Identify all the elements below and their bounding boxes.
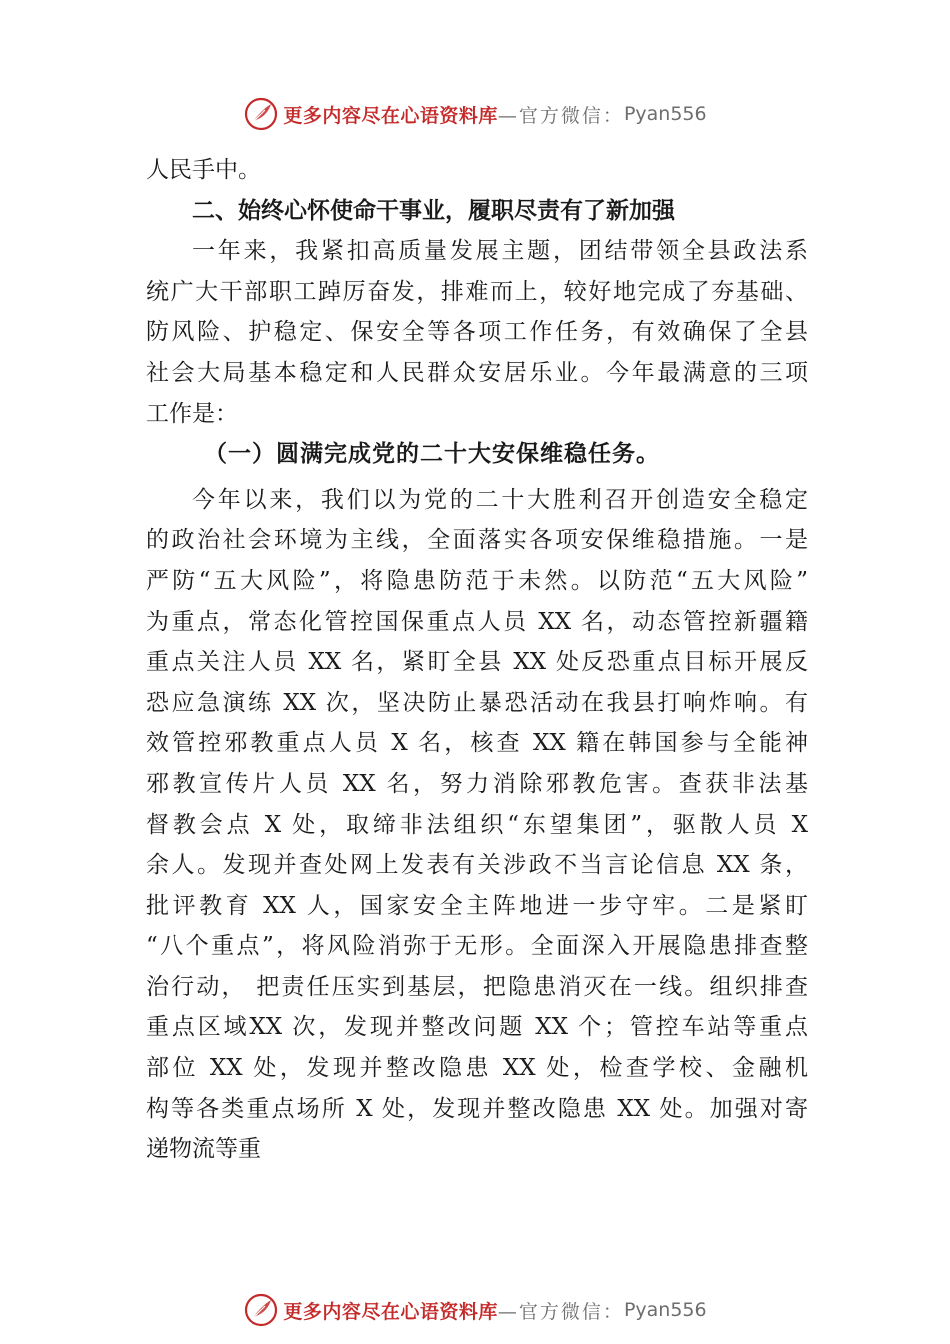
header-watermark xyxy=(0,94,950,134)
watermark-site-text: 更多内容尽在心语资料库 xyxy=(283,104,498,127)
paragraph-line: 为重点，常态化管控国保重点人员 XX 名，动态管控新疆籍 xyxy=(146,608,808,635)
subsection-heading: （一）圆满完成党的二十大安保维稳任务。 xyxy=(204,440,660,468)
paragraph-line: 邪教宣传片人员 XX 名，努力消除邪教危害。查获非法基 xyxy=(146,770,808,797)
paragraph-line: 递物流等重 xyxy=(146,1136,261,1163)
paragraph-line: 社会大局基本稳定和人民群众安居乐业。今年最满意的三项 xyxy=(146,359,808,386)
section-heading: 二、始终心怀使命干事业，履职尽责有了新加强 xyxy=(192,197,675,224)
feather-circle-icon xyxy=(243,1292,279,1328)
paragraph-line: 严防“五大风险”，将隐患防范于未然。以防范“五大风险” xyxy=(146,567,808,594)
paragraph-line: “八个重点”，将风险消弥于无形。全面深入开展隐患排查整 xyxy=(146,933,808,960)
footer-watermark xyxy=(0,1290,950,1330)
watermark-site-text: 更多内容尽在心语资料库 xyxy=(283,1300,498,1323)
watermark-wechat-id: Pyan556 xyxy=(623,103,707,125)
paragraph-line: 部位 XX 处，发现并整改隐患 XX 处，检查学校、金融机 xyxy=(146,1055,808,1082)
paragraph-line: 一年来，我紧扣高质量发展主题，团结带领全县政法系 xyxy=(192,238,808,265)
paragraph-line: 人民手中。 xyxy=(146,157,261,183)
paragraph-line: 统广大干部职工踔厉奋发，排难而上，较好地完成了夯基础、 xyxy=(146,278,808,305)
paragraph-line: 重点区域XX 次，发现并整改问题 XX 个；管控车站等重点 xyxy=(146,1014,808,1041)
paragraph-line: 的政治社会环境为主线，全面落实各项安保维稳措施。一是 xyxy=(146,527,808,554)
watermark-wechat-label: —官方微信： xyxy=(497,104,624,127)
feather-circle-icon xyxy=(243,96,279,132)
paragraph-line: 恐应急演练 XX 次，坚决防止暴恐活动在我县打响炸响。有 xyxy=(146,689,808,716)
paragraph-line: 防风险、护稳定、保安全等各项工作任务，有效确保了全县 xyxy=(146,319,808,346)
paragraph-line: 督教会点 X 处，取缔非法组织“东望集团”，驱散人员 X xyxy=(146,811,808,838)
document-body xyxy=(146,150,808,1170)
paragraph-line: 今年以来，我们以为党的二十大胜利召开创造安全稳定 xyxy=(192,486,808,513)
watermark-wechat-id: Pyan556 xyxy=(623,1299,707,1321)
watermark-wechat-label: —官方微信： xyxy=(497,1300,624,1323)
paragraph-line: 治行动， 把责任压实到基层，把隐患消灭在一线。组织排查 xyxy=(146,973,808,1000)
paragraph-line: 批评教育 XX 人，国家安全主阵地进一步守牢。二是紧盯 xyxy=(146,892,808,919)
paragraph-line: 效管控邪教重点人员 X 名，核查 XX 籍在韩国参与全能神 xyxy=(146,730,808,757)
paragraph-line: 工作是： xyxy=(146,400,238,427)
paragraph-line: 余人。发现并查处网上发表有关涉政不当言论信息 XX 条， xyxy=(146,852,808,879)
paragraph-line: 构等各类重点场所 X 处，发现并整改隐患 XX 处。加强对寄 xyxy=(146,1095,808,1122)
paragraph-line: 重点关注人员 XX 名，紧盯全县 XX 处反恐重点目标开展反 xyxy=(146,649,808,676)
